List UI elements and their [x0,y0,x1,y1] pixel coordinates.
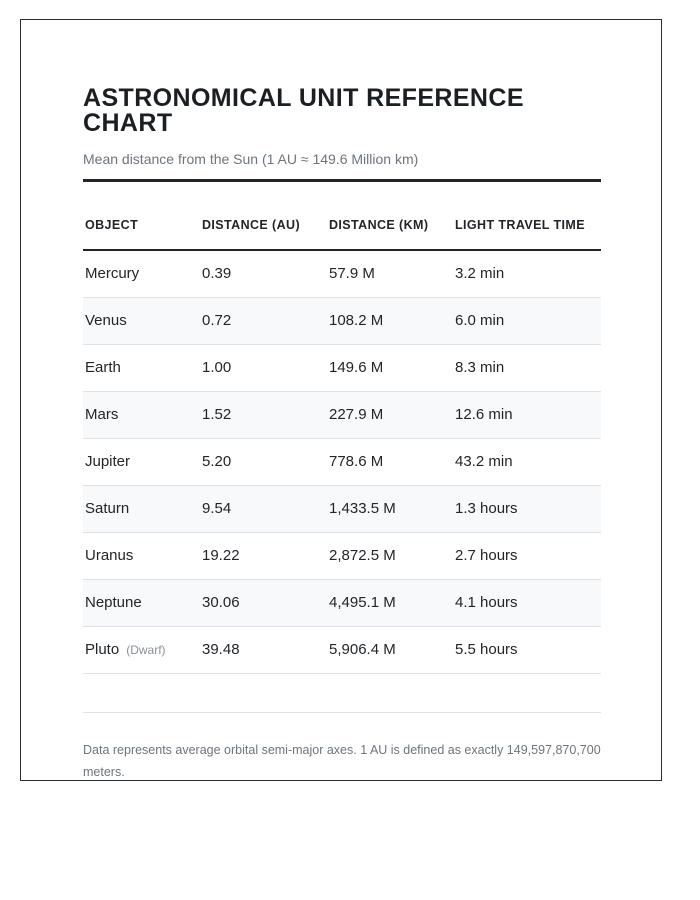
object-cell [83,439,200,486]
object-cell [83,533,200,580]
km-cell: 778.6 M [327,439,453,486]
page-title: ASTRONOMICAL UNIT REFERENCE CHART [83,84,524,137]
time-cell: 1.3 hours [453,486,601,533]
object-name: Uranus [85,547,134,564]
column-header-distance-km: DISTANCE (KM) [327,182,453,250]
au-cell: 39.48 [200,627,327,674]
au-cell: 0.39 [200,250,327,298]
object-cell [83,345,200,392]
footer-divider [83,712,601,713]
au-cell: 5.20 [200,439,327,486]
km-cell: 1,433.5 M [327,486,453,533]
km-cell: 2,872.5 M [327,533,453,580]
footnote-text: Data represents average orbital semi-major axes. 1 AU is defined as exactly 149,597,870,700 meters. [83,743,601,779]
table-row-earth [83,345,601,392]
object-name: Jupiter [85,453,131,470]
au-cell: 1.00 [200,345,327,392]
time-cell: 6.0 min [453,298,601,345]
table-row-mars [83,392,601,439]
object-name: Saturn [85,500,130,517]
object-name: Pluto [85,641,120,658]
object-name: Venus [85,312,127,329]
time-cell: 12.6 min [453,392,601,439]
object-name: Neptune [85,594,142,611]
au-cell: 0.72 [200,298,327,345]
time-cell: 2.7 hours [453,533,601,580]
km-cell: 108.2 M [327,298,453,345]
object-name: Mercury [85,265,140,282]
table-row-neptune [83,580,601,627]
km-cell: 227.9 M [327,392,453,439]
time-cell: 3.2 min [453,250,601,298]
column-header-light-travel-time: LIGHT TRAVEL TIME [453,182,601,250]
object-cell [83,580,200,627]
time-cell: 4.1 hours [453,580,601,627]
km-cell: 4,495.1 M [327,580,453,627]
table-row-jupiter [83,439,601,486]
object-cell [83,486,200,533]
object-cell [83,298,200,345]
au-cell: 9.54 [200,486,327,533]
km-cell: 5,906.4 M [327,627,453,674]
table-row-uranus [83,533,601,580]
dwarf-badge: (Dwarf) [126,643,166,657]
time-cell: 43.2 min [453,439,601,486]
page-content [21,20,661,784]
km-cell: 57.9 M [327,250,453,298]
document-page [20,19,662,781]
object-cell [83,250,200,298]
km-cell: 149.6 M [327,345,453,392]
au-cell: 19.22 [200,533,327,580]
table-row-saturn [83,486,601,533]
au-cell: 30.06 [200,580,327,627]
object-cell [83,627,200,674]
object-name: Mars [85,406,119,423]
table-row-venus [83,298,601,345]
object-cell [83,392,200,439]
column-header-distance-au: DISTANCE (AU) [200,182,327,250]
time-cell: 5.5 hours [453,627,601,674]
time-cell: 8.3 min [453,345,601,392]
column-header-object: OBJECT [83,182,200,250]
table-header-row [83,182,601,250]
table-row-mercury [83,250,601,298]
distance-table [83,182,601,674]
page-subtitle: Mean distance from the Sun (1 AU ≈ 149.6 Million km) [83,151,419,167]
table-row-pluto [83,627,601,674]
object-name: Earth [85,359,121,376]
au-cell: 1.52 [200,392,327,439]
